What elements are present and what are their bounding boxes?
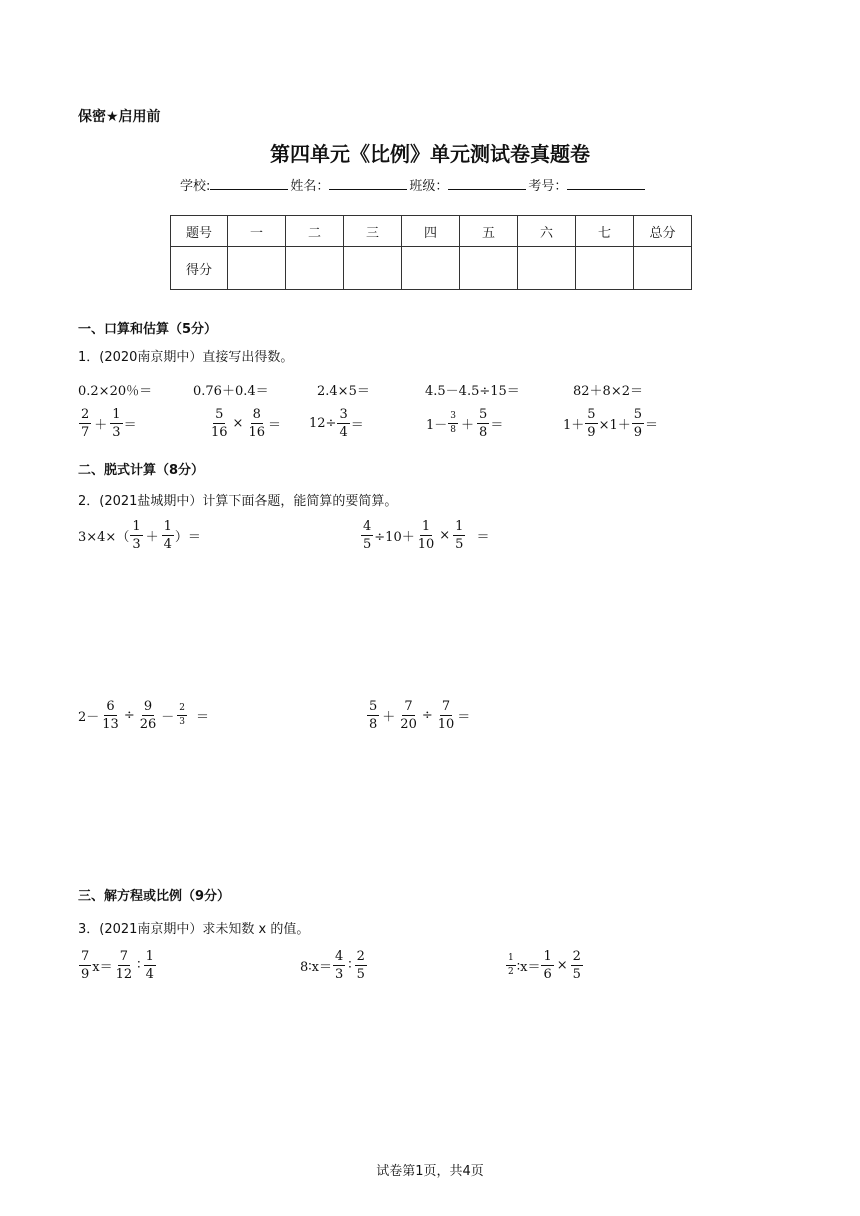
equation-2: 8∶x＝ $\frac{4}{3}$ ∶ $\frac{2}{5}$ (300, 949, 365, 982)
score-cell: 二 (286, 216, 344, 247)
question-2: 2．(2021盐城期中）计算下面各题，能简算的要简算。 (78, 494, 398, 509)
fraction: $\frac{2}{3}$ (179, 703, 186, 727)
score-entry-cell[interactable] (344, 247, 402, 290)
fraction: $\frac{1}{4}$ (145, 949, 154, 982)
page-title: 第四单元《比例》单元测试卷真题卷 (270, 142, 590, 166)
score-cell: 四 (402, 216, 460, 247)
fraction: $\frac{4}{5}$ (363, 519, 372, 552)
fraction: $\frac{5}{16}$ (211, 407, 228, 440)
fraction: $\frac{3}{8}$ (450, 411, 457, 435)
score-label-cell: 得分 (171, 247, 228, 290)
fraction: $\frac{6}{13}$ (102, 699, 119, 732)
score-cell: 总分 (634, 216, 692, 247)
score-cell: 题号 (171, 216, 228, 247)
fraction-calc-1: $\frac{2}{7}$ ＋ $\frac{1}{3}$ ＝ (81, 407, 137, 440)
equation-1: $\frac{7}{9}$ x＝ $\frac{7}{12}$ ∶ $\frac{1}{4}$ (81, 949, 154, 982)
fraction: $\frac{7}{9}$ (81, 949, 90, 982)
fraction: $\frac{1}{3}$ (112, 407, 121, 440)
exam-number-blank[interactable] (567, 177, 645, 190)
score-cell: 一 (228, 216, 286, 247)
fraction: $\frac{2}{5}$ (572, 949, 581, 982)
name-label: 姓名： (290, 179, 330, 194)
fraction: $\frac{1}{6}$ (543, 949, 552, 982)
fraction: $\frac{1}{10}$ (417, 519, 435, 552)
score-table-score-row (171, 247, 692, 290)
fraction: $\frac{7}{10}$ (437, 699, 455, 732)
fraction: $\frac{8}{16}$ (248, 407, 265, 440)
fraction: $\frac{5}{8}$ (369, 699, 378, 732)
fraction: $\frac{1}{3}$ (132, 519, 141, 552)
score-entry-cell[interactable] (228, 247, 286, 290)
confidential-label: 保密★启用前 (78, 109, 161, 125)
class-label: 班级： (409, 179, 449, 194)
fraction: $\frac{5}{8}$ (479, 407, 488, 440)
section-heading-3: 三、解方程或比例（9分） (78, 889, 231, 904)
mental-calc-1: 0.2×20％＝ (78, 384, 153, 399)
step-calc-3: 2－ $\frac{6}{13}$ ÷ $\frac{9}{26}$ － $\frac{2}{3}$ ＝ (78, 699, 210, 732)
school-label: 学校: (180, 179, 211, 194)
fraction: $\frac{3}{4}$ (339, 407, 348, 440)
page-footer: 试卷第1页，共4页 (376, 1164, 484, 1179)
score-table-header-row (171, 216, 692, 247)
score-cell: 七 (576, 216, 634, 247)
fraction: $\frac{7}{12}$ (115, 949, 133, 982)
fraction: $\frac{5}{9}$ (587, 407, 596, 440)
score-entry-cell[interactable] (460, 247, 518, 290)
question-1: 1．(2020南京期中）直接写出得数。 (78, 350, 294, 365)
mental-calc-5: 82＋8×2＝ (573, 384, 643, 399)
fraction: $\frac{7}{20}$ (400, 699, 417, 732)
class-blank[interactable] (448, 177, 526, 190)
fraction-calc-3: 12÷ $\frac{3}{4}$ ＝ (309, 407, 364, 440)
fraction: $\frac{1}{2}$ (508, 953, 514, 977)
section-heading-2: 二、脱式计算（8分） (78, 463, 205, 478)
mental-calc-4: 4.5－4.5÷15＝ (425, 384, 520, 399)
question-3: 3．(2021南京期中）求未知数 x 的值。 (78, 922, 310, 937)
step-calc-4: $\frac{5}{8}$ ＋ $\frac{7}{20}$ ÷ $\frac{7}{10}$ ＝ (369, 699, 471, 732)
equation-3: $\frac{1}{2}$ ∶x＝ $\frac{1}{6}$ × $\frac{2}{5}$ (508, 949, 581, 982)
score-cell: 六 (518, 216, 576, 247)
score-entry-cell[interactable] (518, 247, 576, 290)
score-cell: 五 (460, 216, 518, 247)
score-entry-cell[interactable] (402, 247, 460, 290)
fraction: $\frac{9}{26}$ (139, 699, 157, 732)
score-entry-cell[interactable] (286, 247, 344, 290)
fraction: $\frac{1}{5}$ (455, 519, 464, 552)
student-info-line (180, 175, 647, 194)
fraction: $\frac{2}{5}$ (356, 949, 365, 982)
step-calc-1: 3×4×（ $\frac{1}{3}$ ＋ $\frac{1}{4}$ ）＝ (78, 519, 201, 552)
fraction: $\frac{2}{7}$ (81, 407, 90, 440)
fraction-calc-4: 1－ $\frac{3}{8}$ ＋ $\frac{5}{8}$ ＝ (426, 407, 504, 440)
step-calc-2: $\frac{4}{5}$ ÷10＋ $\frac{1}{10}$ × $\frac{1}{5}$ ＝ (363, 519, 490, 552)
fraction: $\frac{1}{4}$ (163, 519, 172, 552)
mental-calc-3: 2.4×5＝ (317, 384, 370, 399)
score-entry-cell[interactable] (634, 247, 692, 290)
exam-number-label: 考号： (528, 179, 568, 194)
score-table (170, 215, 692, 290)
section-heading-1: 一、口算和估算（5分） (78, 322, 218, 337)
score-entry-cell[interactable] (576, 247, 634, 290)
name-blank[interactable] (329, 177, 407, 190)
fraction-calc-2: $\frac{5}{16}$ × $\frac{8}{16}$ ＝ (211, 407, 282, 440)
fraction-calc-5: 1＋ $\frac{5}{9}$ ×1＋ $\frac{5}{9}$ ＝ (563, 407, 659, 440)
mental-calc-2: 0.76＋0.4＝ (193, 384, 269, 399)
score-cell: 三 (344, 216, 402, 247)
school-blank[interactable] (210, 177, 288, 190)
fraction: $\frac{5}{9}$ (633, 407, 643, 440)
fraction: $\frac{4}{3}$ (335, 949, 344, 982)
